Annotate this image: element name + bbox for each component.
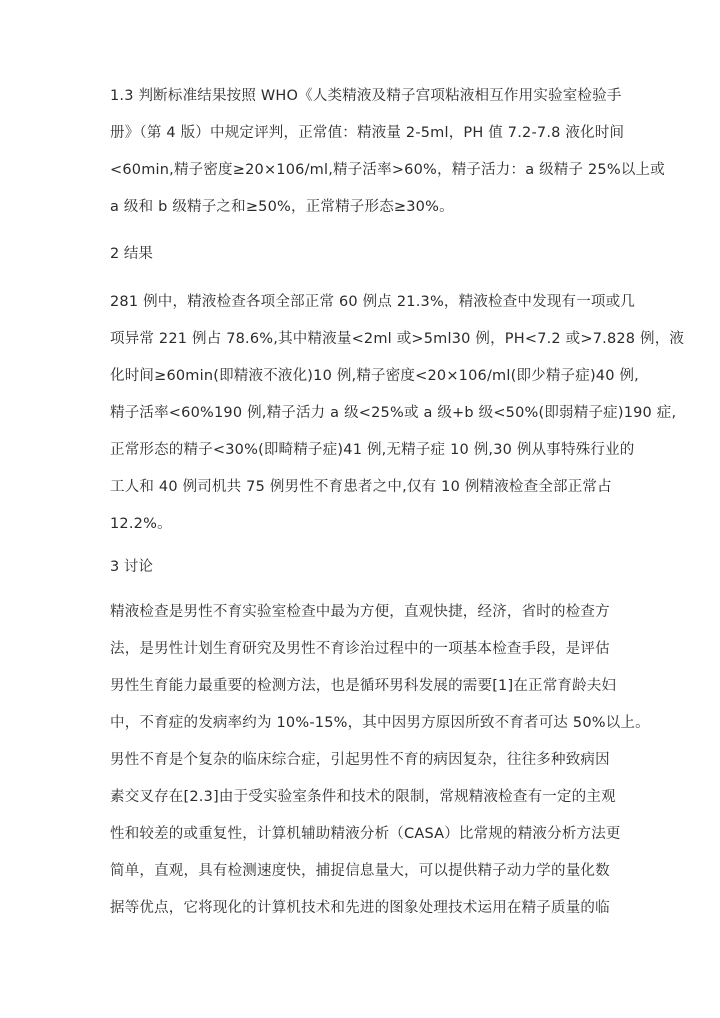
section-1-3-line-1: 1.3 判断标准结果按照 WHO《人类精液及精子宫项粘液相互作用实验室检验手 (110, 88, 622, 104)
section-2-line-4: 精子活率<60%190 例,精子活力 a 级<25%或 a 级+b 级<50%(即弱精子症)190 症, (110, 405, 677, 421)
section-3-line-9: 据等优点，它将现化的计算机技术和先进的图象处理技术运用在精子质量的临 (110, 900, 610, 916)
section-3-line-5: 男性不育是个复杂的临床综合症，引起男性不育的病因复杂，往往多种致病因 (110, 752, 610, 768)
section-2-line-2: 项异常 221 例占 78.6%,其中精液量<2ml 或>5ml30 例，PH<7.2 或>7.828 例，液 (110, 331, 685, 347)
section-2-heading: 2 结果 (110, 246, 153, 262)
section-3-line-1: 精液检查是男性不育实验室检查中最为方便，直观快捷，经济，省时的检查方 (110, 604, 610, 620)
section-2-line-1: 281 例中，精液检查各项全部正常 60 例点 21.3%，精液检查中发现有一项或几 (110, 294, 636, 310)
section-3-line-8: 简单，直观，具有检测速度快，捕捉信息量大，可以提供精子动力学的量化数 (110, 863, 610, 879)
section-1-3-line-3: <60min,精子密度≥20×106/ml,精子活率>60%，精子活力：a 级精子 25%以上或 (110, 162, 665, 178)
section-3-line-4: 中，不育症的发病率约为 10%-15%，其中因男方原因所致不育者可达 50%以上。 (110, 715, 650, 731)
section-3-heading: 3 讨论 (110, 559, 153, 575)
section-2-line-5: 正常形态的精子<30%(即畸精子症)41 例,无精子症 10 例,30 例从事特殊行业的 (110, 442, 635, 458)
section-2-line-3: 化时间≥60min(即精液不液化)10 例,精子密度<20×106/ml(即少精子症)40 例, (110, 368, 639, 384)
section-3-line-2: 法，是男性计划生育研究及男性不育诊治过程中的一项基本检查手段，是评估 (110, 641, 610, 657)
section-1-3-line-4: a 级和 b 级精子之和≥50%，正常精子形态≥30%。 (110, 199, 454, 215)
section-1-3-line-2: 册》（第 4 版）中规定评判，正常值：精液量 2-5ml，PH 值 7.2-7.8 液化时间 (110, 125, 625, 141)
section-3-line-6: 素交叉存在[2.3]由于受实验室条件和技术的限制，常规精液检查有一定的主观 (110, 789, 616, 805)
section-2-line-6: 工人和 40 例司机共 75 例男性不育患者之中,仅有 10 例精液检查全部正常占 (110, 479, 612, 495)
section-3-line-3: 男性生育能力最重要的检测方法，也是循环男科发展的需要[1]在正常育龄夫妇 (110, 678, 617, 694)
section-2-line-7: 12.2%。 (110, 516, 172, 532)
section-3-line-7: 性和较差的或重复性，计算机辅助精液分析（CASA）比常规的精液分析方法更 (110, 826, 621, 842)
